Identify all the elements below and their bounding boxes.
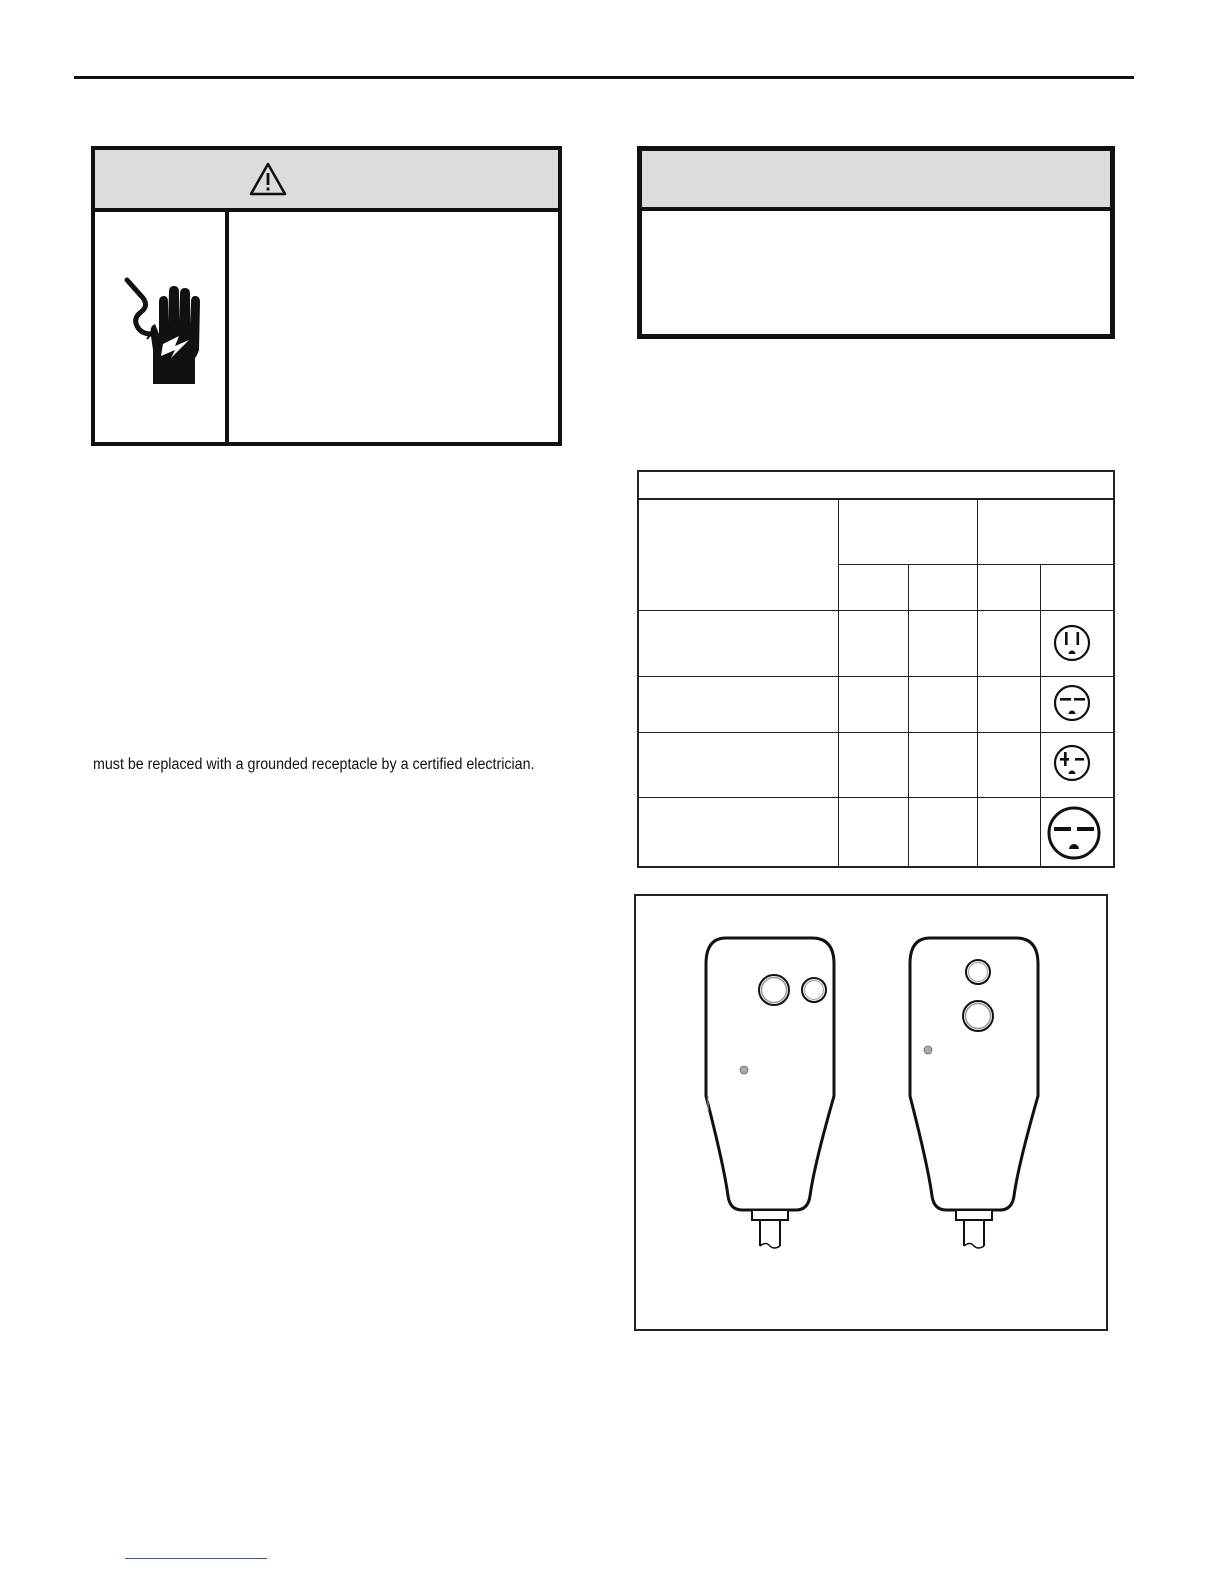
warning-box <box>91 146 562 446</box>
top-rule <box>74 76 1134 79</box>
replace-receptacle-notice: must be replaced with a grounded receptacle by a certified electrician. <box>93 756 535 773</box>
electrical-shock-hand-icon <box>115 276 205 386</box>
receptacle-20a-t-slot-icon <box>1053 744 1091 782</box>
receptacle-table <box>637 470 1115 868</box>
receptacle-15a-icon <box>1053 624 1091 662</box>
warning-triangle-icon <box>249 162 287 196</box>
gfci-plug-horizontal-buttons-icon <box>704 936 838 1250</box>
receptacle-30a-icon <box>1046 805 1102 861</box>
warning-icon-cell <box>95 212 229 442</box>
warning-header <box>95 150 558 212</box>
note-box <box>637 146 1115 339</box>
gfci-figure <box>634 894 1108 1331</box>
note-header <box>642 151 1110 211</box>
receptacle-20a-horizontal-icon <box>1053 684 1091 722</box>
gfci-plug-vertical-buttons-icon <box>908 936 1042 1250</box>
warning-text-cell <box>229 212 558 442</box>
footer-link-underline[interactable] <box>125 1558 267 1559</box>
